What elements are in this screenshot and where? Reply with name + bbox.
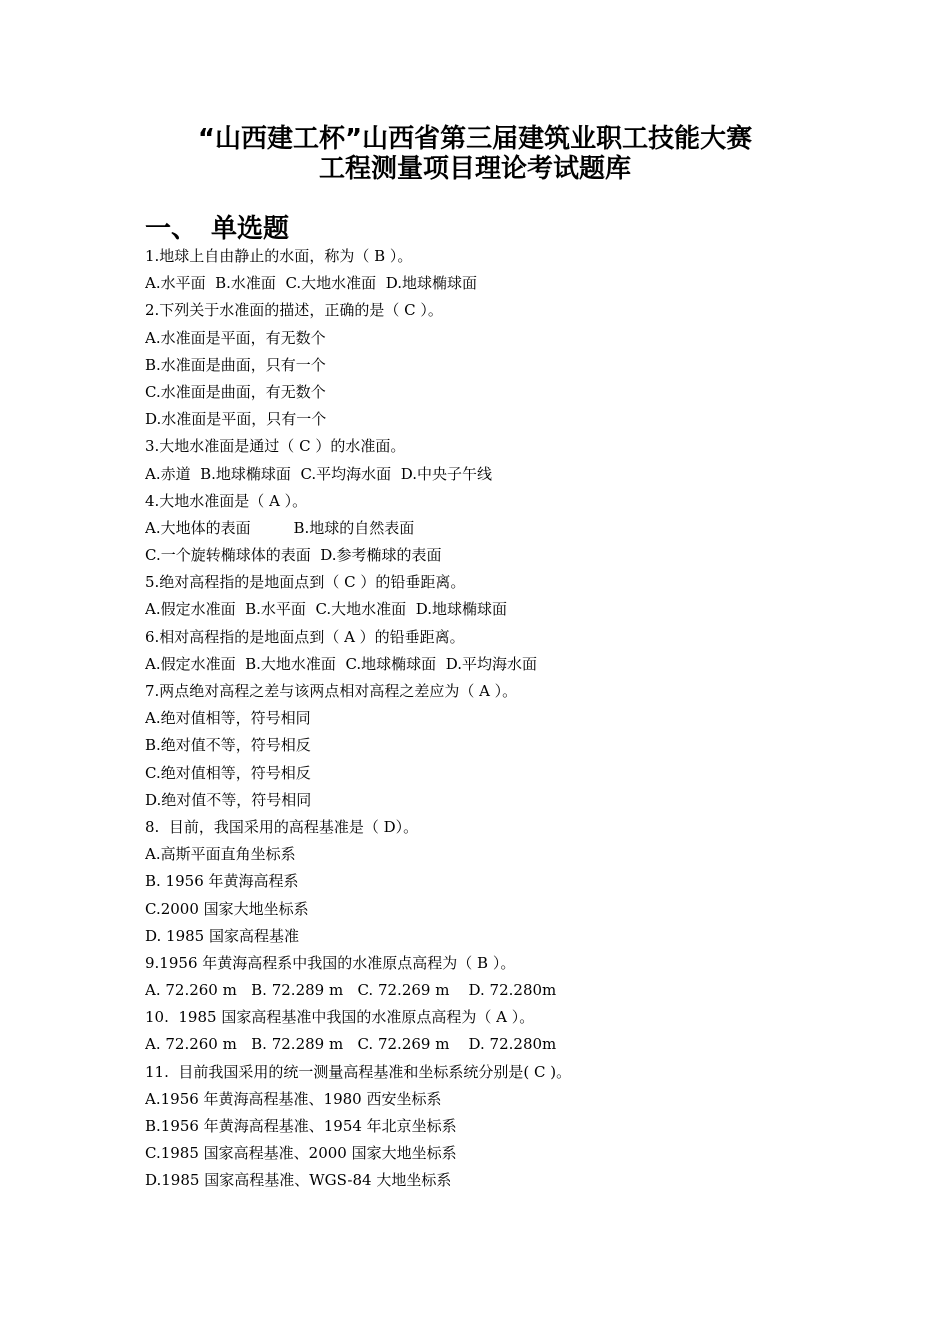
question-line: A.大地体的表面 B.地球的自然表面	[145, 518, 415, 537]
question-line: A.水平面 B.水准面 C.大地水准面 D.地球椭球面	[145, 274, 477, 293]
section-title: 单选题	[211, 214, 290, 244]
question-line: A.假定水准面 B.大地水准面 C.地球椭球面 D.平均海水面	[145, 654, 537, 673]
question-line: 7.两点绝对高程之差与该两点相对高程之差应为（ A ）。	[145, 682, 518, 700]
section-number: 一、	[145, 214, 198, 244]
question-line: 11. 目前我国采用的统一测量高程基准和坐标系统分别是( C )。	[145, 1062, 572, 1081]
question-line: 10. 1985 国家高程基准中我国的水准原点高程为（ A ）。	[145, 1008, 535, 1027]
question-line: D.绝对值不等，符号相同	[145, 790, 312, 809]
question-line: 3.大地水准面是通过（ C ）的水准面。	[145, 437, 406, 456]
question-line: A.赤道 B.地球椭球面 C.平均海水面 D.中央子午线	[145, 464, 492, 483]
question-line: B. 1956 年黄海高程系	[145, 872, 299, 891]
question-line: A.1956 年黄海高程基准、1980 西安坐标系	[145, 1089, 442, 1108]
question-line: B.1956 年黄海高程基准、1954 年北京坐标系	[145, 1117, 457, 1135]
question-line: 2.下列关于水准面的描述，正确的是（ C ）。	[145, 301, 443, 320]
question-list	[145, 243, 845, 1195]
question-line: C.一个旋转椭球体的表面 D.参考椭球的表面	[145, 546, 442, 565]
question-line: C.水准面是曲面，有无数个	[145, 382, 326, 401]
question-line: B.绝对值不等，符号相反	[145, 736, 311, 755]
question-line: 1.地球上自由静止的水面，称为（ B ）。	[145, 247, 413, 265]
question-line: C.1985 国家高程基准、2000 国家大地坐标系	[145, 1144, 457, 1163]
question-line: A.水准面是平面，有无数个	[145, 328, 326, 347]
question-line: 5.绝对高程指的是地面点到（ C ）的铅垂距离。	[145, 573, 466, 592]
question-line: D.1985 国家高程基准、WGS-84 大地坐标系	[145, 1171, 452, 1190]
section-heading	[145, 212, 289, 246]
question-line: A. 72.260 m B. 72.289 m C. 72.269 m D. 72.280m	[145, 1035, 557, 1054]
question-line: A. 72.260 m B. 72.289 m C. 72.269 m D. 72.280m	[145, 981, 557, 1000]
question-line: 4.大地水准面是（ A ）。	[145, 491, 308, 510]
document-title-line-2: 工程测量项目理论考试题库	[318, 154, 631, 184]
question-line: 9.1956 年黄海高程系中我国的水准原点高程为（ B ）。	[145, 953, 516, 972]
question-line: C.2000 国家大地坐标系	[145, 899, 309, 918]
document-title-line-1: “山西建工杯”山西省第三届建筑业职工技能大赛	[197, 124, 753, 154]
question-line: D. 1985 国家高程基准	[145, 926, 299, 945]
question-line: B.水准面是曲面，只有一个	[145, 355, 326, 374]
question-line: 6.相对高程指的是地面点到（ A ）的铅垂距离。	[145, 627, 465, 646]
question-line: 8. 目前，我国采用的高程基准是（ D）。	[145, 817, 419, 836]
question-line: D.水准面是平面，只有一个	[145, 410, 327, 429]
question-line: C.绝对值相等，符号相反	[145, 763, 311, 782]
question-line: A.绝对值相等，符号相同	[145, 709, 311, 728]
question-line: A.高斯平面直角坐标系	[145, 845, 296, 864]
question-line: A.假定水准面 B.水平面 C.大地水准面 D.地球椭球面	[145, 600, 507, 619]
